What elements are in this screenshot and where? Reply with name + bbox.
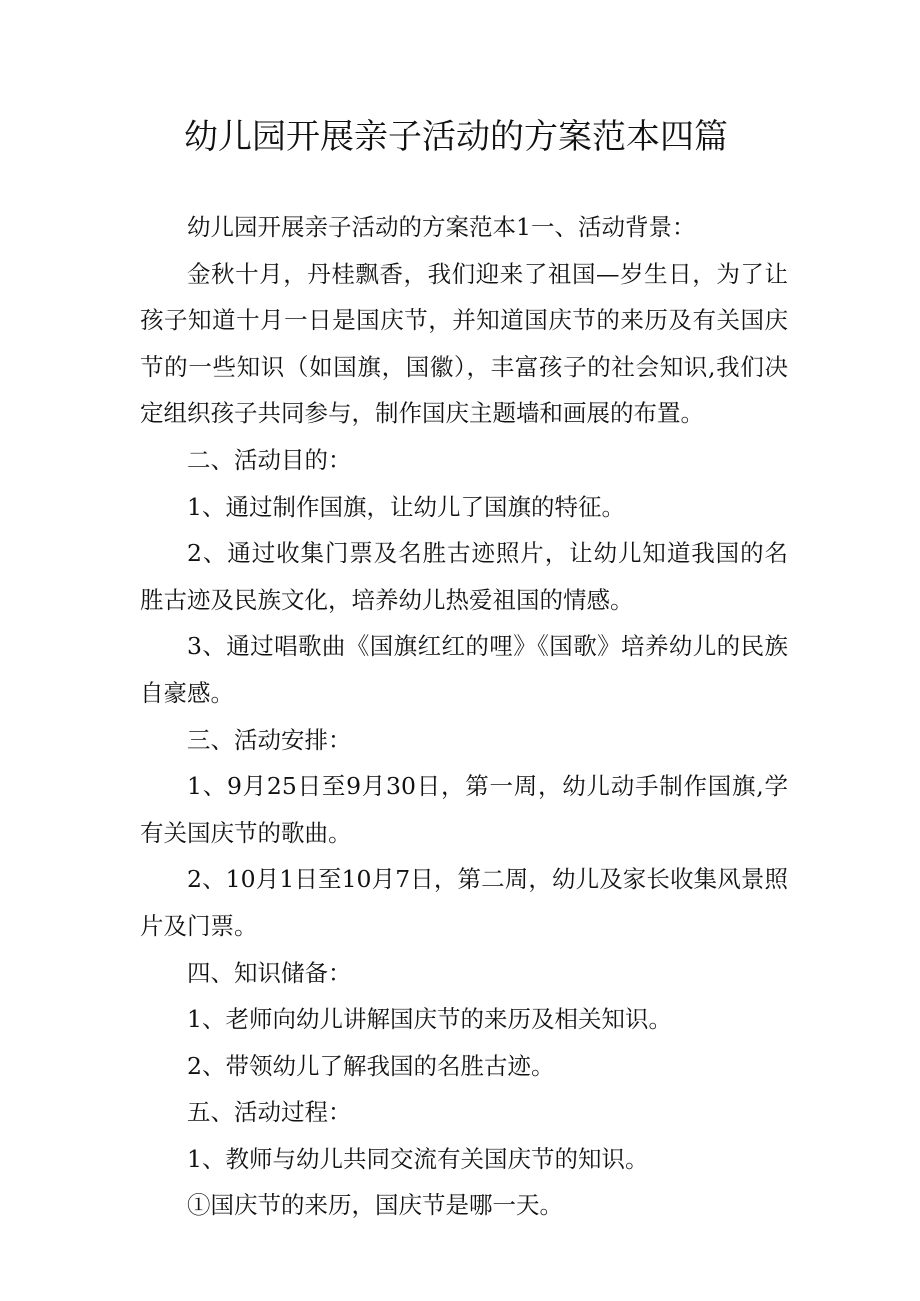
document-title: 幼儿园开展亲子活动的方案范本四篇 <box>184 117 728 157</box>
list-item-process-1a: ①国庆节的来历，国庆节是哪一天。 <box>187 1191 563 1220</box>
list-item-process-1: 1、教师与幼儿共同交流有关国庆节的知识。 <box>187 1144 649 1173</box>
list-item-knowledge-1: 1、老师向幼儿讲解国庆节的来历及相关知识。 <box>187 1005 672 1034</box>
list-item-goal-3: 3、通过唱歌曲《国旗红红的哩》《国歌》培养幼儿的民族自豪感。 <box>140 632 788 707</box>
paragraph-background: 金秋十月，丹桂飘香，我们迎来了祖国—岁生日，为了让孩子知道十月一日是国庆节，并知道国庆节的来历及有关国庆节的一些知识（如国旗，国徽），丰富孩子的社会知识,我们决定组织孩子共同参与，制作国庆主题墙和画展的布置。 <box>140 259 788 428</box>
section-heading-process: 五、活动过程： <box>187 1098 352 1127</box>
section-heading-knowledge: 四、知识储备： <box>187 958 352 987</box>
list-item-goal-1: 1、通过制作国旗，让幼儿了国旗的特征。 <box>187 492 625 521</box>
list-item-knowledge-2: 2、带领幼儿了解我国的名胜古迹。 <box>187 1051 555 1080</box>
section-heading-schedule: 三、活动安排： <box>187 725 352 754</box>
paragraph-intro-heading: 幼儿园开展亲子活动的方案范本1一、活动背景： <box>187 213 696 241</box>
section-heading-goals: 二、活动目的： <box>187 445 352 474</box>
document-body <box>140 204 788 1229</box>
list-item-goal-2: 2、通过收集门票及名胜古迹照片，让幼儿知道我国的名胜古迹及民族文化，培养幼儿热爱祖国的情感。 <box>140 539 788 614</box>
list-item-schedule-2: 2、10月1日至10月7日，第二周，幼儿及家长收集风景照片及门票。 <box>140 865 788 940</box>
list-item-schedule-1: 1、9月25日至9月30日，第一周，幼儿动手制作国旗,学有关国庆节的歌曲。 <box>140 772 788 847</box>
